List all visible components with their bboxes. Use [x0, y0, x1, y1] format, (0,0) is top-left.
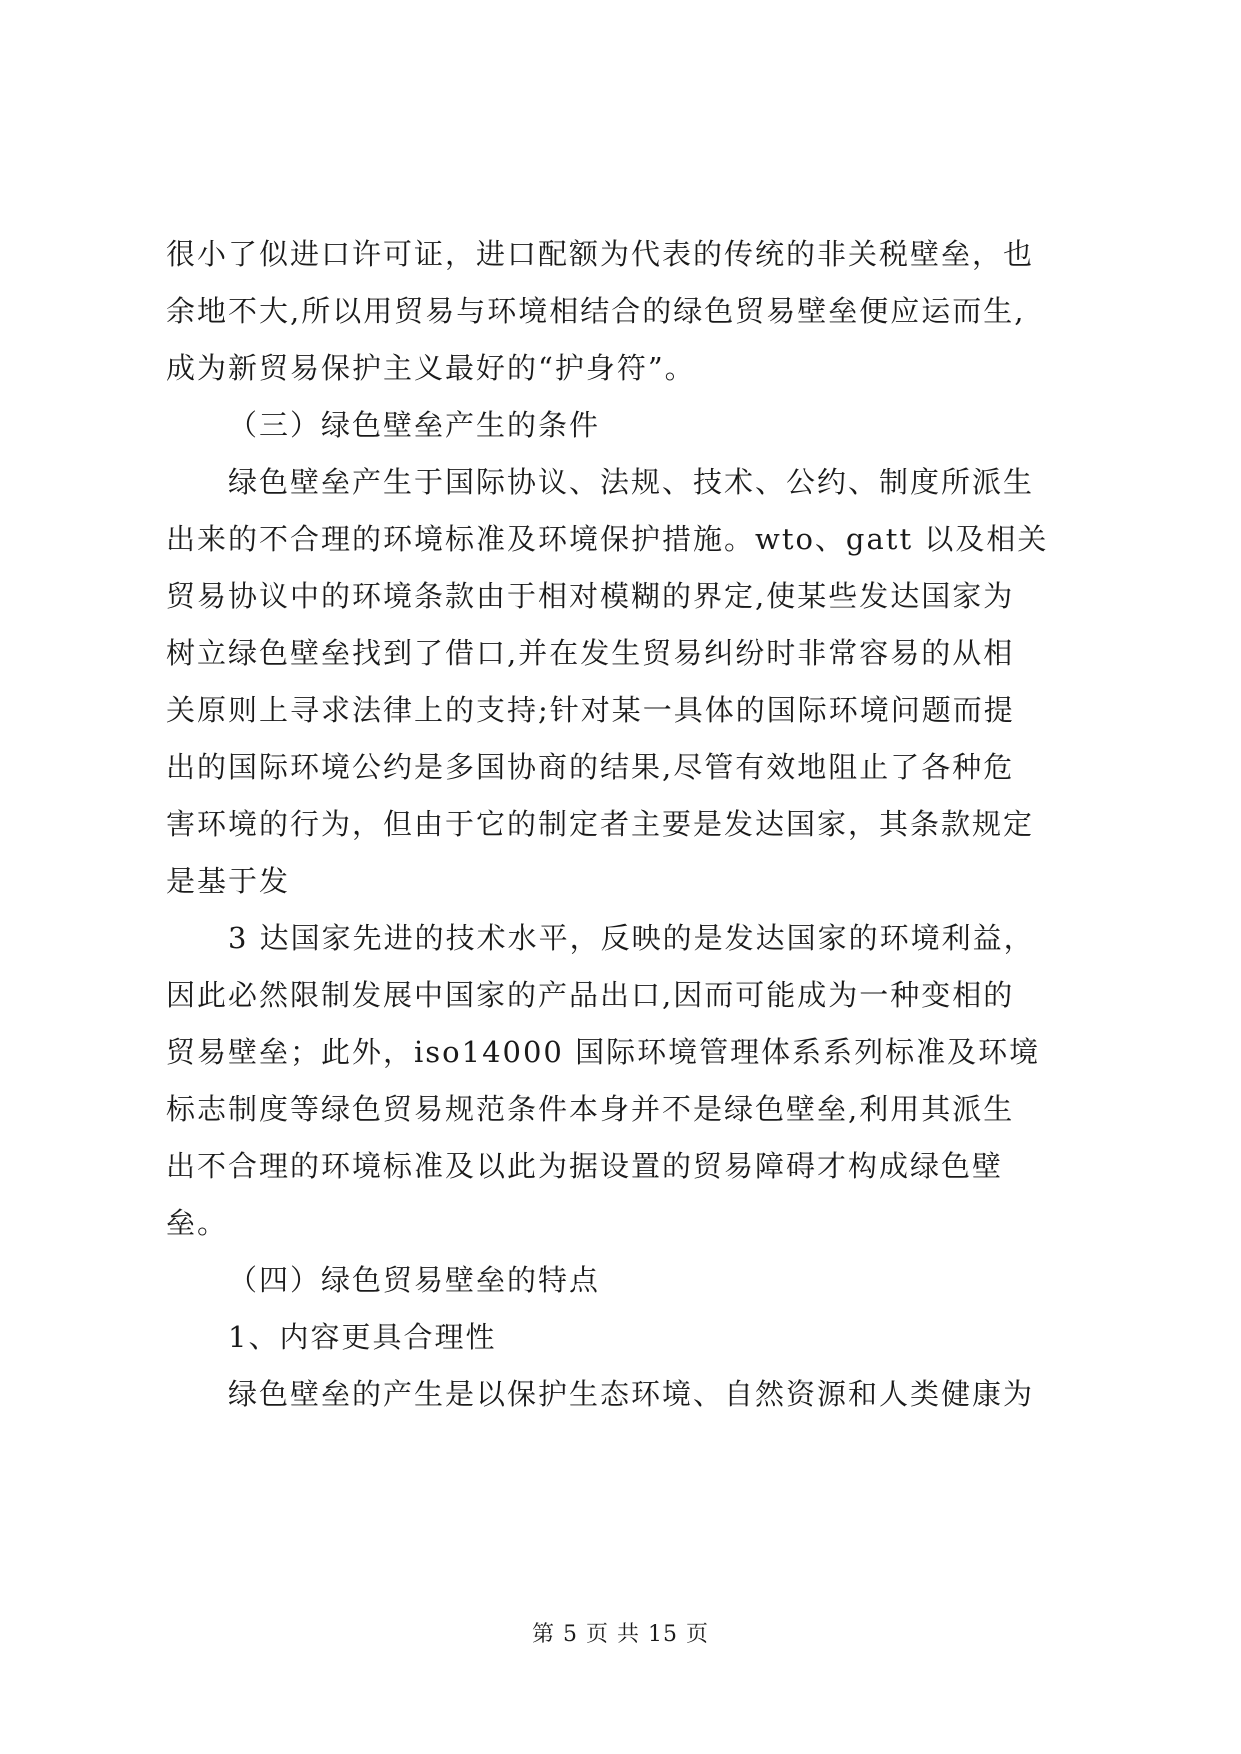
text-line: 垒。 [166, 1206, 229, 1240]
subheading-text: 1、内容更具合理性 [228, 1320, 497, 1354]
text-line: 3 达国家先进的技术水平，反映的是发达国家的环境利益， [228, 921, 1035, 955]
text-line: 出的国际环境公约是多国协商的结果,尽管有效地阻止了各种危 [166, 750, 1015, 784]
page-number: 第 5 页 共 15 页 [532, 1622, 709, 1647]
section-heading [166, 1252, 1126, 1309]
text-line: 贸易壁垒；此外，iso14000 国际环境管理体系系列标准及环境 [166, 1035, 1041, 1069]
paragraph [166, 226, 1126, 397]
text-line: 害环境的行为，但由于它的制定者主要是发达国家，其条款规定 [166, 807, 1035, 841]
page-footer [0, 1620, 1241, 1650]
text-line: 贸易协议中的环境条款由于相对模糊的界定,使某些发达国家为 [166, 579, 1015, 613]
text-line: 标志制度等绿色贸易规范条件本身并不是绿色壁垒,利用其派生 [166, 1092, 1015, 1126]
document-body [166, 226, 1126, 1423]
paragraph [166, 454, 1126, 910]
text-line: 出不合理的环境标准及以此为据设置的贸易障碍才构成绿色壁 [166, 1149, 1004, 1183]
subsection-heading [166, 1309, 1126, 1366]
heading-text: （三）绿色壁垒产生的条件 [228, 408, 601, 442]
section-heading [166, 397, 1126, 454]
text-line: 成为新贸易保护主义最好的“护身符”。 [166, 351, 696, 385]
heading-text: （四）绿色贸易壁垒的特点 [228, 1263, 601, 1297]
text-line: 余地不大,所以用贸易与环境相结合的绿色贸易壁垒便应运而生, [166, 294, 1026, 328]
text-line: 关原则上寻求法律上的支持;针对某一具体的国际环境问题而提 [166, 693, 1015, 727]
text-line: 绿色壁垒的产生是以保护生态环境、自然资源和人类健康为 [228, 1377, 1035, 1411]
text-line: 是基于发 [166, 864, 291, 898]
text-line: 因此必然限制发展中国家的产品出口,因而可能成为一种变相的 [166, 978, 1015, 1012]
text-line: 出来的不合理的环境标准及环境保护措施。wto、gatt 以及相关 [166, 522, 1049, 556]
text-line: 很小了似进口许可证，进口配额为代表的传统的非关税壁垒，也 [166, 237, 1035, 271]
text-line: 树立绿色壁垒找到了借口,并在发生贸易纠纷时非常容易的从相 [166, 636, 1015, 670]
paragraph [166, 1366, 1126, 1423]
paragraph [166, 910, 1126, 1252]
text-line: 绿色壁垒产生于国际协议、法规、技术、公约、制度所派生 [228, 465, 1035, 499]
